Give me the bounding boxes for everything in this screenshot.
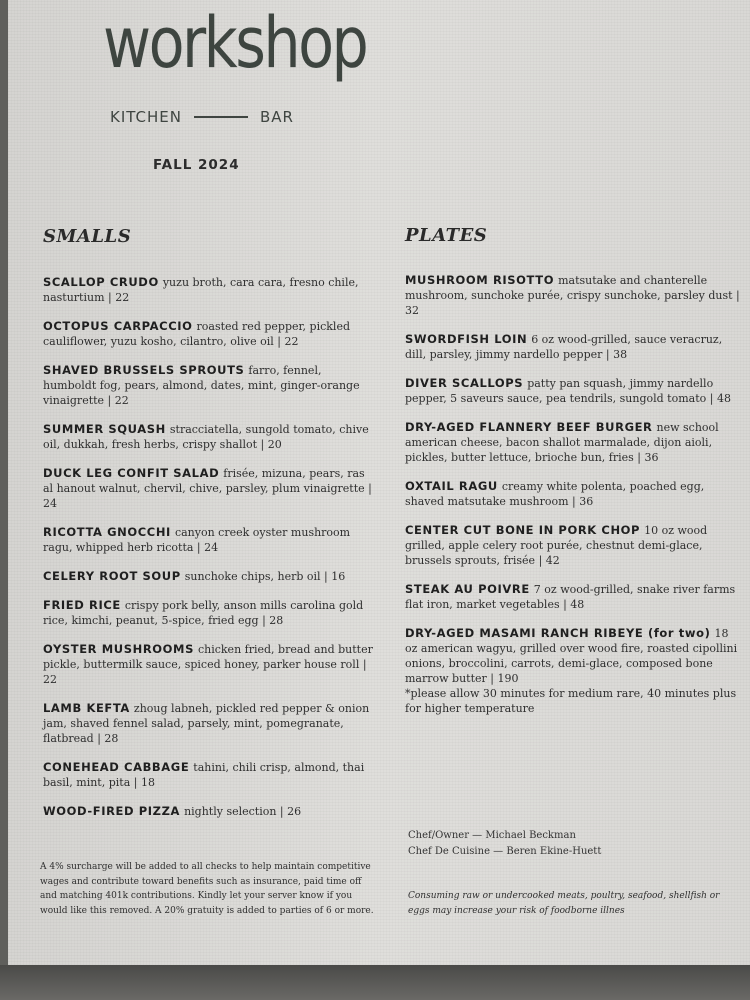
chef-de-cuisine: Chef De Cuisine — Beren Ekine-Huett bbox=[408, 846, 602, 857]
menu-item-name: DUCK LEG CONFIT SALAD bbox=[43, 466, 220, 480]
brand-kitchen: KITCHEN bbox=[110, 108, 182, 126]
menu-item-name: WOOD-FIRED PIZZA bbox=[43, 804, 181, 818]
smalls-list bbox=[43, 275, 378, 833]
menu-item-name: CENTER CUT BONE IN PORK CHOP bbox=[405, 523, 641, 537]
menu-item bbox=[43, 422, 378, 452]
menu-item-name: LAMB KEFTA bbox=[43, 701, 130, 715]
menu-item bbox=[405, 273, 740, 318]
menu-item-name: OCTOPUS CARPACCIO bbox=[43, 319, 193, 333]
menu-item bbox=[43, 642, 378, 687]
menu-item bbox=[405, 479, 740, 509]
menu-item-description: zhoug labneh, pickled red pepper & onion jam, shaved fennel salad, parsely, mint, pomegranate, flatbread | 28 bbox=[43, 702, 370, 745]
plates-heading: PLATES bbox=[405, 225, 488, 246]
season-label: FALL 2024 bbox=[153, 157, 240, 173]
menu-item-description: 10 oz wood grilled, apple celery root purée, chestnut demi-glace, brussels sprouts, frisée | 42 bbox=[405, 524, 708, 567]
menu-item-description: frisée, mizuna, pears, ras al hanout walnut, chervil, chive, parsley, plum vinaigrette | 24 bbox=[43, 467, 372, 510]
menu-item-description: stracciatella, sungold tomato, chive oil, dukkah, fresh herbs, crispy shallot | 20 bbox=[43, 423, 369, 451]
menu-item-description: tahini, chili crisp, almond, thai basil, mint, pita | 18 bbox=[43, 761, 365, 789]
menu-item-description: matsutake and chanterelle mushroom, sunchoke purée, crispy sunchoke, parsley dust | 32 bbox=[405, 274, 740, 317]
brand-logo: workshop bbox=[103, 2, 367, 84]
menu-item-description: roasted red pepper, pickled cauliflower, yuzu kosho, cilantro, olive oil | 22 bbox=[43, 320, 351, 348]
chef-owner: Chef/Owner — Michael Beckman bbox=[408, 830, 576, 841]
menu-item bbox=[405, 376, 740, 406]
menu-item-description: canyon creek oyster mushroom ragu, whipped herb ricotta | 24 bbox=[43, 526, 351, 554]
menu-item-description: farro, fennel, humboldt fog, pears, almond, dates, mint, ginger-orange vinaigrette | 22 bbox=[43, 364, 360, 407]
menu-item-description: 6 oz wood-grilled, sauce veracruz, dill, parsley, jimmy nardello pepper | 38 bbox=[405, 333, 723, 361]
menu-item bbox=[43, 701, 378, 746]
menu-item-name: OXTAIL RAGU bbox=[405, 479, 498, 493]
menu-item bbox=[43, 275, 378, 305]
menu-item-note: *please allow 30 minutes for medium rare, 40 minutes plus for higher temperature bbox=[405, 687, 737, 715]
menu-item bbox=[43, 319, 378, 349]
brand-divider bbox=[194, 116, 248, 118]
menu-item-description: 18 oz american wagyu, grilled over wood fire, roasted cipollini onions, broccolini, carrots, demi-glace, composed bone marrow butter | 190 bbox=[405, 627, 738, 685]
menu-item-name: SUMMER SQUASH bbox=[43, 422, 166, 436]
menu-item-description: chicken fried, bread and butter pickle, buttermilk sauce, spiced honey, parker house roll | 22 bbox=[43, 643, 373, 686]
menu-item-description: nightly selection | 26 bbox=[184, 805, 302, 818]
surcharge-notice: A 4% surcharge will be added to all checks to help maintain competitive wages and contribute toward benefits such as insurance, paid time off and matching 401k contributions. Kindly let your server know if you would like this removed. A 20% gratuity is added to parties of 6 or more. bbox=[40, 862, 374, 916]
brand-bar: BAR bbox=[260, 108, 294, 126]
menu-item-name: FRIED RICE bbox=[43, 598, 121, 612]
menu-item-name: STEAK AU POIVRE bbox=[405, 582, 530, 596]
background-surface bbox=[0, 965, 750, 1000]
menu-item-description: crispy pork belly, anson mills carolina gold rice, kimchi, peanut, 5-spice, fried egg | 28 bbox=[43, 599, 364, 627]
menu-item-name: CONEHEAD CABBAGE bbox=[43, 760, 190, 774]
menu-item bbox=[43, 525, 378, 555]
menu-item bbox=[43, 466, 378, 511]
menu-item-name: SHAVED BRUSSELS SPROUTS bbox=[43, 363, 245, 377]
menu-item bbox=[43, 598, 378, 628]
menu-item bbox=[405, 523, 740, 568]
menu-item-name: DRY-AGED FLANNERY BEEF BURGER bbox=[405, 420, 653, 434]
menu-item-name: MUSHROOM RISOTTO bbox=[405, 273, 555, 287]
menu-item bbox=[405, 420, 740, 465]
menu-item-name: OYSTER MUSHROOMS bbox=[43, 642, 194, 656]
menu-item-description: sunchoke chips, herb oil | 16 bbox=[184, 570, 346, 583]
menu-item-name: SCALLOP CRUDO bbox=[43, 275, 159, 289]
menu-item-name: CELERY ROOT SOUP bbox=[43, 569, 181, 583]
menu-item-name: DRY-AGED MASAMI RANCH RIBEYE (for two) bbox=[405, 626, 711, 640]
menu-item bbox=[43, 760, 378, 790]
menu-item-name: DIVER SCALLOPS bbox=[405, 376, 524, 390]
credits bbox=[408, 828, 601, 860]
menu-item-description: new school american cheese, bacon shallot marmalade, dijon aioli, pickles, butter lettuce, brioche bun, fries | 36 bbox=[405, 421, 719, 464]
brand-subtitle bbox=[110, 108, 294, 126]
menu-item bbox=[43, 363, 378, 408]
menu-item-description: 7 oz wood-grilled, snake river farms flat iron, market vegetables | 48 bbox=[405, 583, 736, 611]
menu-item bbox=[405, 582, 740, 612]
menu-item bbox=[43, 569, 378, 584]
menu-item-description: patty pan squash, jimmy nardello pepper, 5 saveurs sauce, pea tendrils, sungold tomato | 48 bbox=[405, 377, 731, 405]
menu-item-description: yuzu broth, cara cara, fresno chile, nasturtium | 22 bbox=[43, 276, 359, 304]
menu-item-name: SWORDFISH LOIN bbox=[405, 332, 528, 346]
smalls-heading: SMALLS bbox=[43, 226, 132, 247]
food-safety-warning: Consuming raw or undercooked meats, poultry, seafood, shellfish or eggs may increase your risk of foodborne illnes bbox=[408, 891, 720, 916]
menu-item-description: creamy white polenta, poached egg, shaved matsutake mushroom | 36 bbox=[405, 480, 705, 508]
menu-item bbox=[405, 332, 740, 362]
menu-item-name: RICOTTA GNOCCHI bbox=[43, 525, 171, 539]
menu-item bbox=[405, 626, 740, 716]
plates-list bbox=[405, 273, 740, 730]
menu-item bbox=[43, 804, 378, 819]
